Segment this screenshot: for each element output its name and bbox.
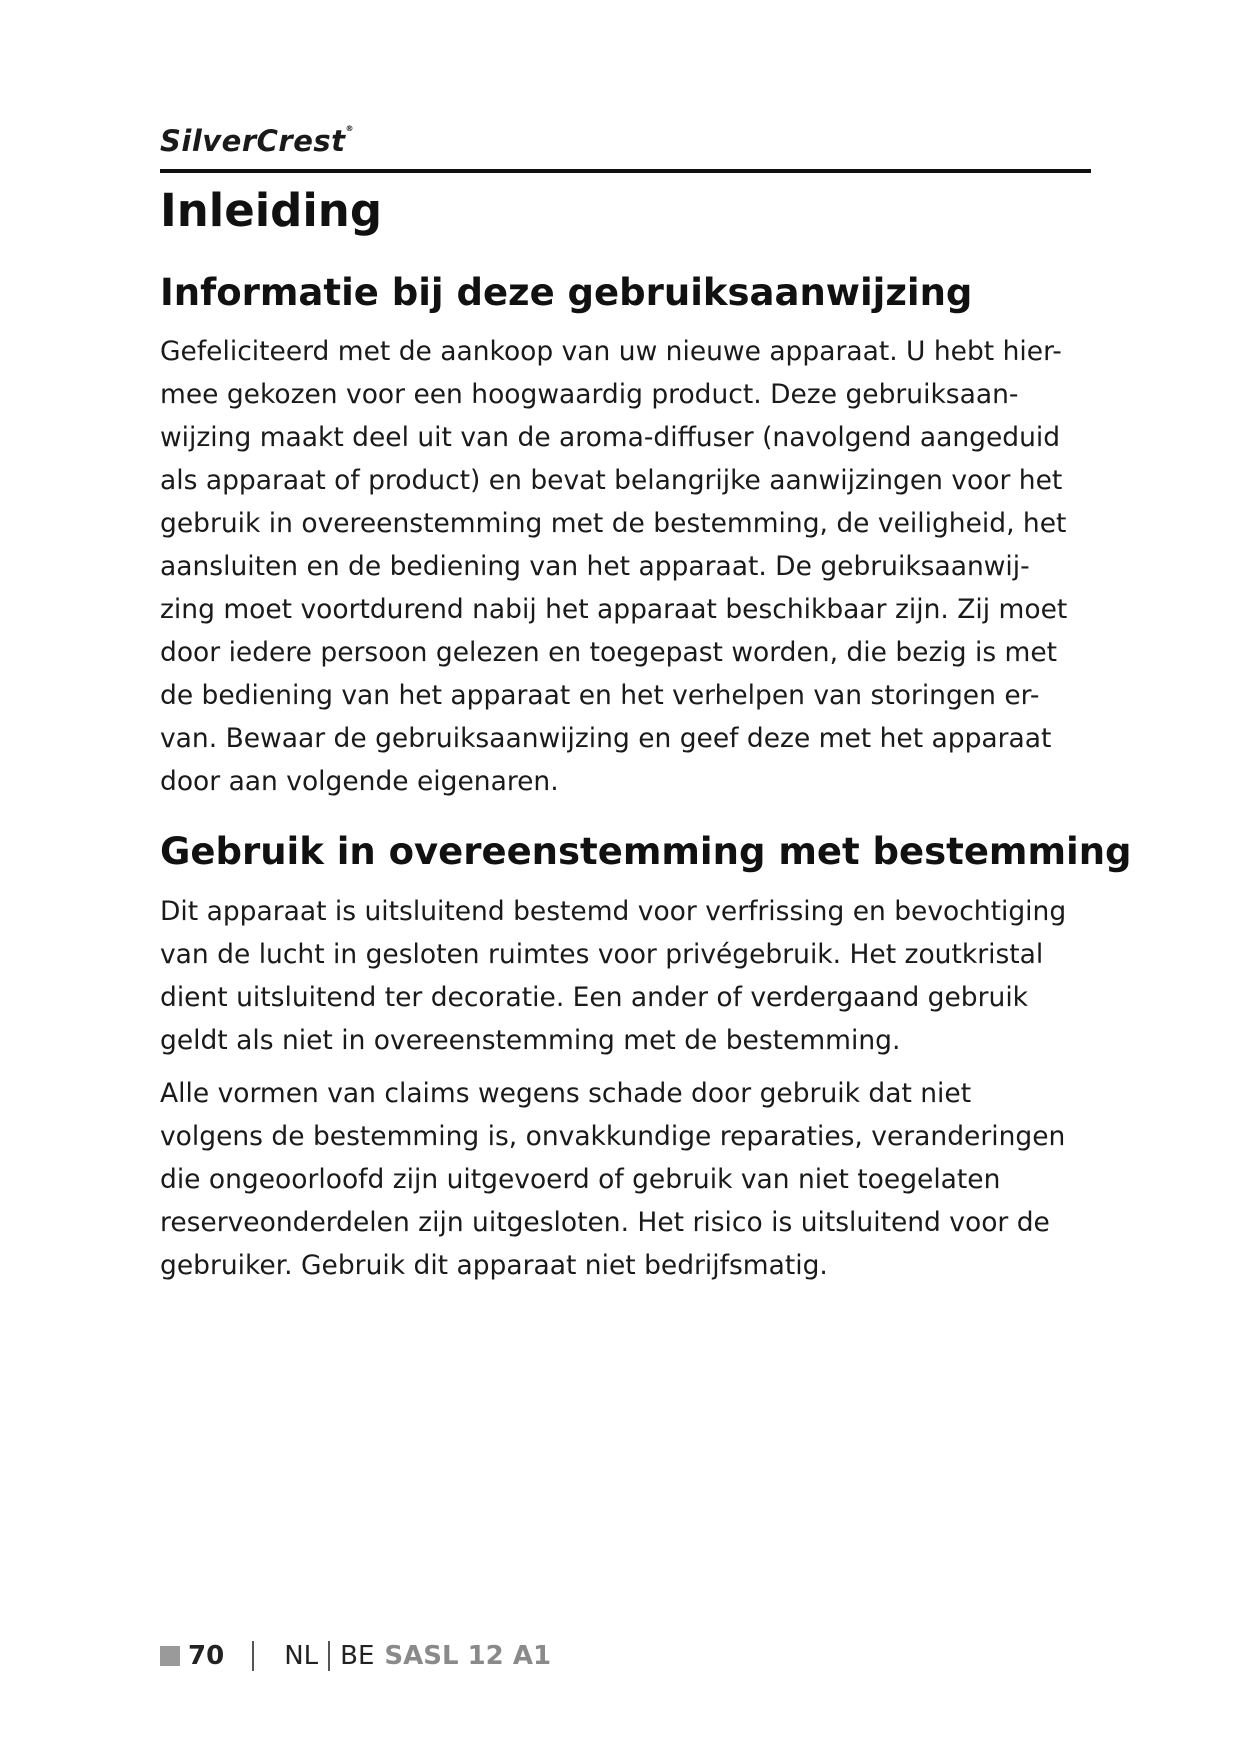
text-line: gebruik in overeenstemming met de bestemming, de veiligheid, het	[160, 508, 1067, 539]
header-divider	[160, 169, 1091, 173]
page-footer	[160, 1638, 551, 1674]
text-line: die ongeoorloofd zijn uitgevoerd of gebruik van niet toegelaten	[160, 1164, 1001, 1195]
brand-name: SilverCrest	[160, 124, 346, 158]
paragraph-intended-use	[160, 890, 1095, 1062]
paragraph-liability	[160, 1072, 1095, 1287]
footer-separator	[252, 1641, 254, 1671]
text-line: wijzing maakt deel uit van de aroma-diffuser (navolgend aangeduid	[160, 422, 1061, 453]
text-line: Alle vormen van claims wegens schade door gebruik dat niet	[160, 1078, 972, 1109]
language-code-be: BE	[340, 1641, 375, 1671]
text-line: dient uitsluitend ter decoratie. Een ander of verdergaand gebruik	[160, 982, 1029, 1013]
text-line: volgens de bestemming is, onvakkundige reparaties, veranderingen	[160, 1121, 1066, 1152]
text-line: door aan volgende eigenaren.	[160, 766, 559, 797]
text-line: van. Bewaar de gebruiksaanwijzing en geef deze met het apparaat	[160, 723, 1052, 754]
text-line: reserveonderdelen zijn uitgesloten. Het risico is uitsluitend voor de	[160, 1207, 1050, 1238]
brand-registered-mark: ®	[345, 124, 355, 133]
text-line: Dit apparaat is uitsluitend bestemd voor verfrissing en bevochtiging	[160, 896, 1067, 927]
footer-separator	[328, 1641, 330, 1671]
page-number: 70	[188, 1641, 225, 1671]
footer-square-icon	[160, 1646, 180, 1666]
text-line: gebruiker. Gebruik dit apparaat niet bedrijfsmatig.	[160, 1250, 828, 1281]
paragraph-introduction	[160, 330, 1095, 803]
page-title: Inleiding	[160, 184, 383, 237]
text-line: mee gekozen voor een hoogwaardig product. Deze gebruiksaan-	[160, 379, 1019, 410]
text-line: door iedere persoon gelezen en toegepast worden, die bezig is met	[160, 637, 1058, 668]
text-line: Gefeliciteerd met de aankoop van uw nieuwe apparaat. U hebt hier-	[160, 336, 1062, 367]
text-line: de bediening van het apparaat en het verhelpen van storingen er-	[160, 680, 1040, 711]
text-line: zing moet voortdurend nabij het apparaat beschikbaar zijn. Zij moet	[160, 594, 1068, 625]
text-line: aansluiten en de bediening van het apparaat. De gebruiksaanwij-	[160, 551, 1030, 582]
text-line: van de lucht in gesloten ruimtes voor privégebruik. Het zoutkristal	[160, 939, 1044, 970]
brand-logo	[160, 124, 354, 158]
text-line: geldt als niet in overeenstemming met de bestemming.	[160, 1025, 901, 1056]
section-heading-intended-use: Gebruik in overeenstemming met bestemming	[160, 830, 1132, 873]
text-line: als apparaat of product) en bevat belangrijke aanwijzingen voor het	[160, 465, 1063, 496]
section-heading-information: Informatie bij deze gebruiksaanwijzing	[160, 271, 973, 314]
model-number: SASL 12 A1	[384, 1641, 552, 1671]
language-code-nl: NL	[284, 1641, 319, 1671]
